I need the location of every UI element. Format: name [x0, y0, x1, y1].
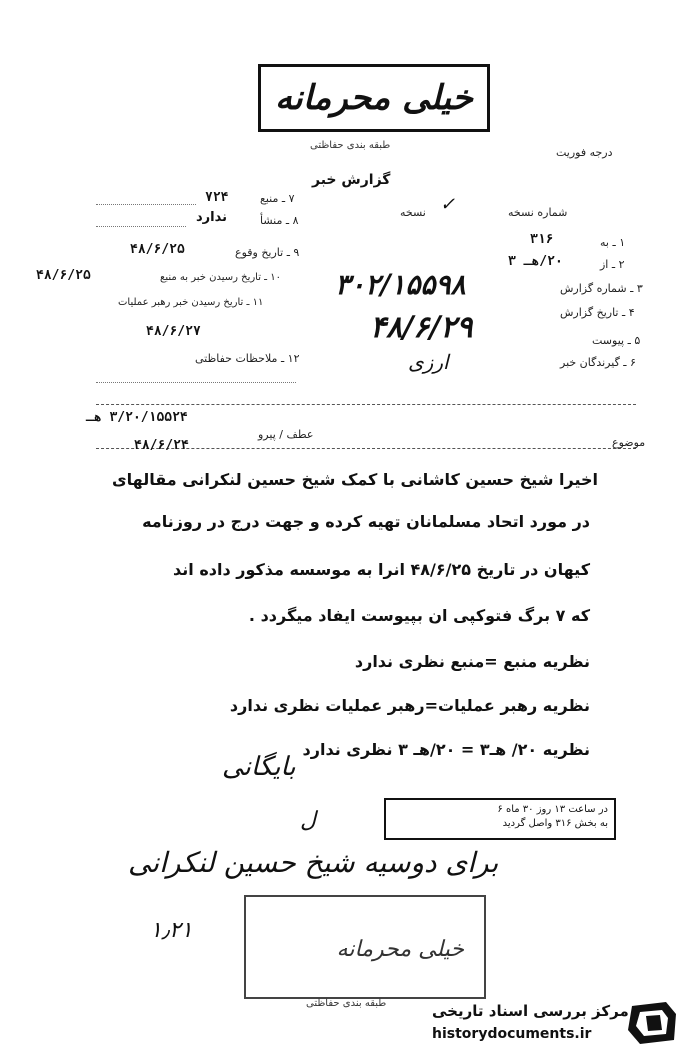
received-stamp [384, 798, 616, 840]
source-value: ۷۲۴ [205, 190, 229, 205]
reference-label: عطف / پیرو [258, 428, 314, 441]
origin-value: ندارد [196, 210, 228, 225]
report-date-label: ۴ ـ تاریخ گزارش [560, 306, 635, 319]
occurrence-value: ۴۸/۶/۲۵ [130, 242, 185, 257]
protection-label-top: طبقه بندی حفاظتی [310, 140, 391, 151]
received-ops-value: ۴۸/۶/۲۷ [146, 324, 201, 339]
copy-number-label: شماره نسخه [508, 206, 568, 219]
priority-label: درجه فوریت [556, 146, 613, 159]
occurrence-label: ۹ ـ تاریخ وقوع [235, 246, 300, 259]
body-line: که ۷ برگ فتوکپی ان بپیوست ایفاد میگردد . [248, 606, 590, 625]
report-date-value: ۴۸/۶/۲۹ [370, 310, 473, 345]
archive-logo-icon [622, 1000, 682, 1046]
brand-url: historydocuments.ir [432, 1026, 592, 1042]
notes-label: ۱۲ ـ ملاحظات حفاظتی [195, 352, 300, 365]
notes-dots [96, 382, 296, 383]
margin-note: ارزی [408, 350, 449, 374]
to-value: ۳۱۶ [530, 232, 554, 247]
classified-stamp-text: خیلی محرمانه [336, 937, 464, 962]
body-line: اخیرا شیخ حسین کاشانی با کمک شیخ حسین لنکرانی مقالهای [111, 470, 598, 489]
to-label: ۱ ـ به [600, 236, 626, 249]
body-line: نظریه ۲۰/ هـ۳ = ۲۰/هـ ۳ نظری ندارد [302, 740, 590, 759]
received-ops-label: ۱۱ ـ تاریخ رسیدن خبر رهبر عملیات [118, 297, 264, 308]
received-stamp-line2: به بخش ۳۱۶ واصل گردید [502, 818, 608, 829]
separator-line [96, 404, 636, 405]
reference-date: ۴۸/۶/۲۴ [134, 438, 189, 453]
source-dots [96, 204, 196, 205]
report-title: گزارش خبر [312, 172, 391, 188]
received-stamp-line1: در ساعت ۱۳ روز ۳۰ ماه ۶ [497, 804, 608, 815]
from-label: ۲ ـ از [600, 258, 625, 271]
classification-stamp-top: خیلی محرمانه [258, 64, 490, 132]
origin-dots [96, 226, 186, 227]
body-line: نظریه رهبر عملیات=رهبر عملیات نظری ندارد [229, 696, 590, 715]
body-line: در مورد اتحاد مسلمانان تهیه کرده و جهت درج در روزنامه [142, 512, 590, 531]
body-line: کیهان در تاریخ ۴۸/۶/۲۵ انرا به موسسه مذکور داده اند [173, 560, 590, 579]
copy-label: نسخه [400, 206, 426, 219]
protection-label-bottom: طبقه بندی حفاظتی [306, 998, 387, 1009]
received-source-label: ۱۰ ـ تاریخ رسیدن خبر به منبع [160, 272, 282, 283]
handwritten-instruction: برای دوسیه شیخ حسین لنکرانی [128, 846, 499, 879]
signature: بایگانی [222, 752, 296, 782]
reference-number: ۳/۲۰/۱۵۵۲۴ هـ [86, 410, 188, 425]
report-number-value: ۳۰۲/۱۵۵۹۸ [335, 268, 466, 301]
subject-label: موضوع [612, 436, 646, 449]
source-label: ۷ ـ منبع [260, 192, 295, 205]
classified-stamp-bottom [244, 895, 486, 999]
received-source-value: ۴۸/۶/۲۵ [36, 268, 91, 283]
brand-name: مرکز بررسی اسناد تاریخی [432, 1002, 629, 1020]
recipients-label: ۶ ـ گیرندگان خبر [560, 356, 636, 369]
initials: ل [300, 808, 316, 833]
copy-number-handwritten: ✓ [440, 194, 456, 215]
body-line: نظریه منبع =منبع نظری ندارد [354, 652, 590, 671]
report-number-label: ۳ ـ شماره گزارش [560, 282, 643, 295]
origin-label: ۸ ـ منشأ [260, 214, 299, 227]
from-value: ۲۰/هـ ۳ [508, 254, 563, 269]
attachment-label: ۵ ـ پیوست [592, 334, 641, 347]
handwritten-code: ۱٫۲۱ [150, 918, 193, 943]
